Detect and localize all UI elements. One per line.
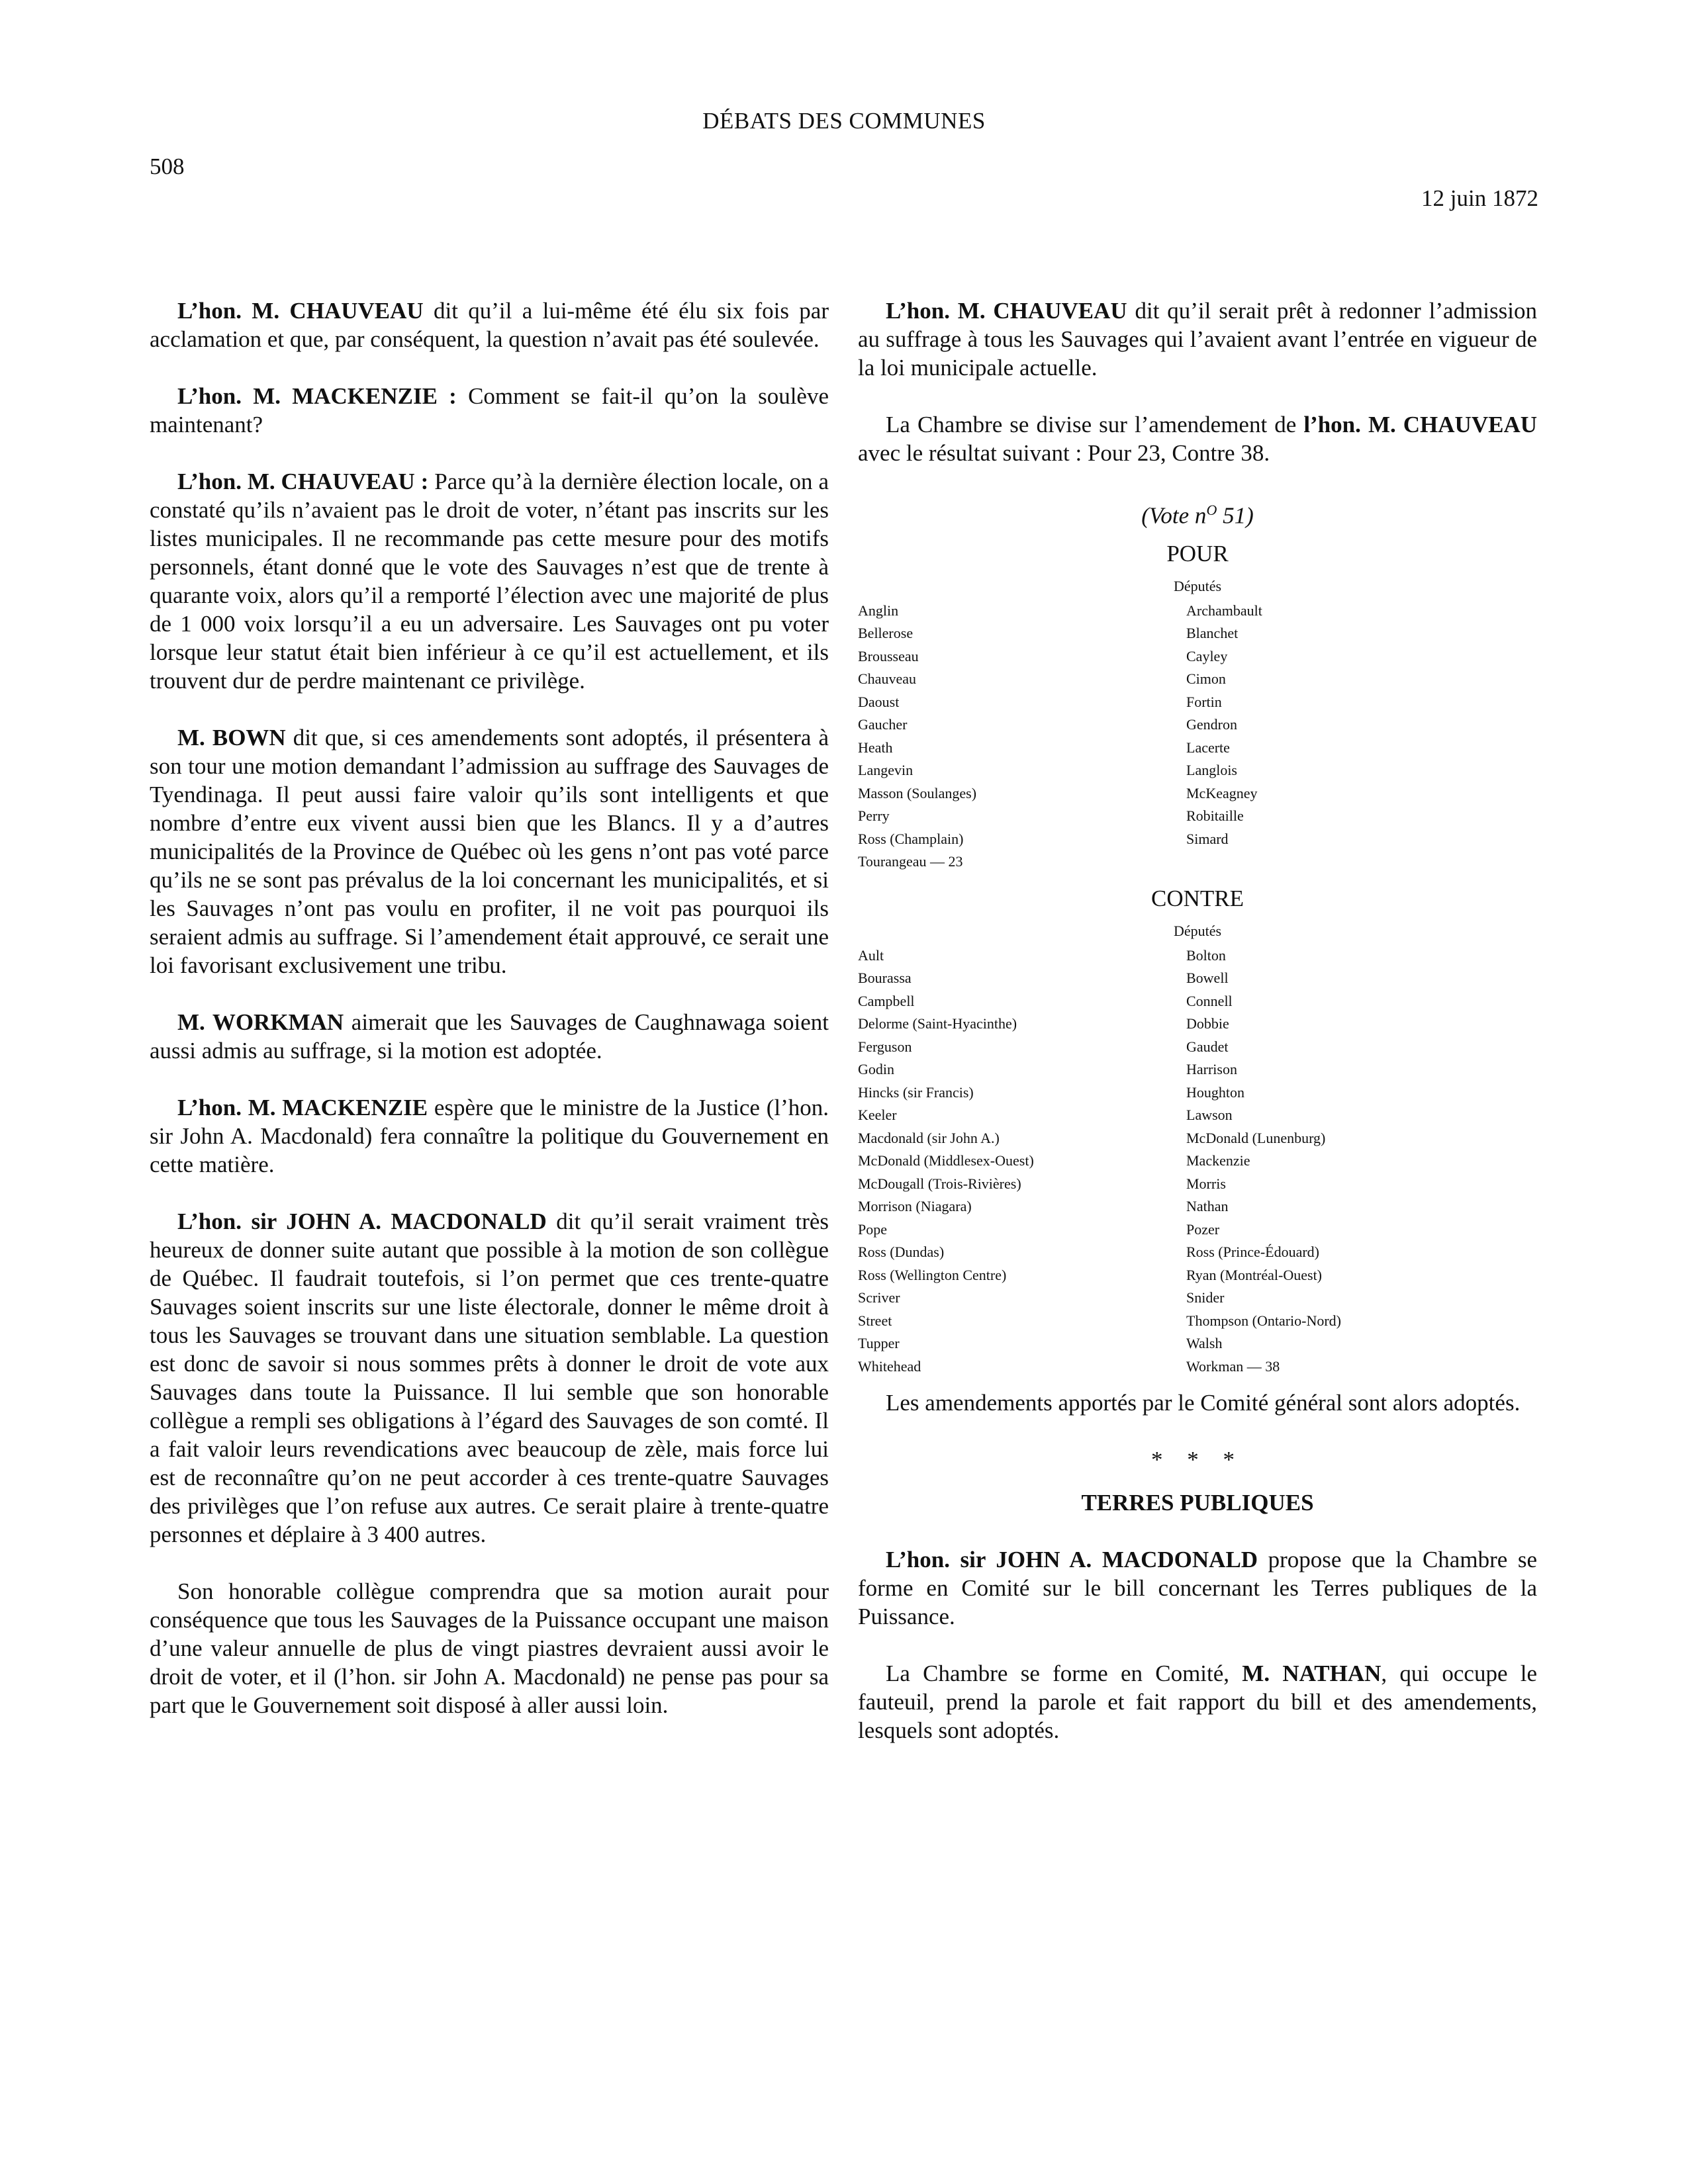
speaker-name: M. NATHAN <box>1242 1661 1382 1687</box>
member-name: McDougall (Trois-Rivières) <box>858 1175 1021 1192</box>
contre-heading: CONTRE <box>1151 885 1244 911</box>
member-name: Godin <box>858 1061 894 1078</box>
member-name: Heath <box>858 739 893 756</box>
page-number: 508 <box>150 154 185 179</box>
contre-names-list <box>858 944 1537 1379</box>
member-name: Scriver <box>858 1289 900 1306</box>
paragraph-text: propose que la Chambre se forme en Comité sur le bill concernant les Terres publiques de la Puissance. <box>858 1547 1537 1630</box>
paragraph-text: dit qu’il serait vraiment très heureux de donner suite autant que possible à la motion de son collègue de Québec. Il faudrait toutefois, si l’on permet que ces trente-quatre Sauvages soient inscrits sur une liste électorale, donner le même droit à tous les Sauvages se trouvant dans une situation semblable. La question est donc de savoir si nous sommes prêts à donner le droit de vote aux Sauvages dans toute la Puissance. Il lui semble que son honorable collègue a rempli ses obligations à l’égard des Sauvages de son comté. Il a fait valoir leurs revendications avec beaucoup de zèle, mais force lui est de reconnaître qu’on ne peut accorder à ces trente-quatre Sauvages des privilèges que l’on refuse aux autres. Ce serait plaire à trente-quatre personnes et déplaire à 3 400 autres. <box>150 1208 829 1547</box>
member-name: Langlois <box>1186 762 1237 779</box>
paragraph <box>858 1659 1537 1745</box>
paragraph <box>150 1207 829 1549</box>
page-date: 12 juin 1872 <box>1421 185 1538 211</box>
paragraph-text: espère que le ministre de la Justice (l’hon. sir John A. Macdonald) fera connaître la politique du Gouvernement en cette matière. <box>150 1095 829 1177</box>
member-name: Bourassa <box>858 970 912 987</box>
paragraph <box>858 1545 1537 1631</box>
speaker-name: L’hon. M. CHAUVEAU <box>886 298 1127 324</box>
paragraph <box>150 467 829 695</box>
member-name: Pozer <box>1186 1220 1220 1238</box>
member-name: Connell <box>1186 992 1233 1009</box>
member-name: Simard <box>1186 830 1229 847</box>
left-column <box>150 296 829 1748</box>
member-name: Bellerose <box>858 625 914 642</box>
paragraph-text: La Chambre se divise sur l’amendement de <box>886 412 1304 437</box>
member-name: Macdonald (sir John A.) <box>858 1129 1000 1146</box>
member-name: Keeler <box>858 1107 897 1124</box>
section-separator: * * * <box>1151 1447 1244 1473</box>
member-name: Gaucher <box>858 716 908 733</box>
member-name: Daoust <box>858 693 900 710</box>
paragraph-text: Son honorable collègue comprendra que sa motion aurait pour conséquence que tous les Sauvages de la Puissance occupant une maison d’une valeur annuelle de plus de vingt piastres devraient aussi avoir le droit de voter, et il (l’hon. sir John A. Macdonald) ne pense pas pour sa part que le Gouvernement soit disposé à aller aussi loin. <box>150 1578 829 1718</box>
member-name: Ross (Prince-Édouard) <box>1186 1244 1320 1261</box>
member-name: Ross (Dundas) <box>858 1244 945 1261</box>
member-name: Chauveau <box>858 670 916 688</box>
speaker-name: l’hon. M. CHAUVEAU <box>1303 412 1537 437</box>
member-name: Dobbie <box>1186 1015 1229 1032</box>
paragraph <box>150 1093 829 1179</box>
paragraph-text: La Chambre se forme en Comité, <box>886 1661 1243 1687</box>
member-name: Campbell <box>858 992 915 1009</box>
speaker-name: M. WORKMAN <box>177 1009 344 1035</box>
member-name: Hincks (sir Francis) <box>858 1083 974 1101</box>
speaker-name: L’hon. M. CHAUVEAU : <box>177 469 429 494</box>
member-name: Houghton <box>1186 1083 1244 1101</box>
member-name: Ross (Champlain) <box>858 830 964 847</box>
paragraph-text: dit que, si ces amendements sont adoptés, il présentera à son tour une motion demandant l’admission au suffrage des Sauvages de Tyendinaga. Il peut aussi faire valoir qu’ils sont intelligents et que nombre d’entre eux vivent aussi bien que les Blancs. Il y a d’autres municipalités de la Province de Québec où les gens n’ont pas voté parce qu’ils ne se sont pas prévalus de la loi concernant les municipalités, et si les Sauvages n’ont pas voulu en profiter, il ne voit pas pourquoi ils seraient admis au suffrage. Si l’amendement était approuvé, ce serait une loi favorisant exclusivement une tribu. <box>150 725 829 978</box>
member-name: Bolton <box>1186 946 1226 964</box>
member-name: Tupper <box>858 1335 900 1352</box>
speaker-name: L’hon. sir JOHN A. MACDONALD <box>177 1208 547 1234</box>
paragraph-text: dit qu’il a lui-même été élu six fois par acclamation et que, par conséquent, la question n’avait pas été soulevée. <box>150 298 829 352</box>
member-name: Cimon <box>1186 670 1226 688</box>
member-name: Perry <box>858 807 890 825</box>
paragraph <box>150 296 829 353</box>
paragraph-text: Les amendements apportés par le Comité général sont alors adoptés. <box>886 1390 1521 1416</box>
member-name: Bowell <box>1186 970 1229 987</box>
paragraph-text: Parce qu’à la dernière élection locale, on a constaté qu’ils n’avaient pas le droit de voter, n’étant pas inscrits sur les listes municipales. Il ne recommande pas cette mesure pour des motifs personnels, étant donné que le vote des Sauvages n’est que de trente à quarante voix, alors qu’il a remporté l’élection avec une majorité de plus de 1 000 voix lorsqu’il a eu un adversaire. Les Sauvages ont pu voter lorsque leur statut était bien inférieur à ce qu’il est actuellement, et ils trouvent dur de perdre maintenant ce privilège. <box>150 469 829 694</box>
member-name: Morris <box>1186 1175 1226 1192</box>
member-name: Thompson (Ontario-Nord) <box>1186 1312 1342 1329</box>
speaker-name: L’hon. M. MACKENZIE <box>177 1095 428 1120</box>
pour-names-list <box>858 600 1537 874</box>
member-name: Mackenzie <box>1186 1152 1250 1169</box>
section-title: TERRES PUBLIQUES <box>1081 1490 1314 1516</box>
pour-deputes-label: Députés <box>1173 577 1222 594</box>
member-name: Gendron <box>1186 716 1237 733</box>
member-name: Harrison <box>1186 1061 1237 1078</box>
paragraph <box>150 382 829 439</box>
member-name: McDonald (Middlesex-Ouest) <box>858 1152 1034 1169</box>
member-name: Langevin <box>858 762 914 779</box>
member-name: Masson (Soulanges) <box>858 784 977 801</box>
member-name: Delorme (Saint-Hyacinthe) <box>858 1015 1017 1032</box>
member-name: Tourangeau — 23 <box>858 853 963 870</box>
member-name: Cayley <box>1186 647 1228 664</box>
paragraph <box>858 296 1537 382</box>
speaker-name: L’hon. M. MACKENZIE : <box>177 383 457 409</box>
member-name: Street <box>858 1312 892 1329</box>
member-name: Nathan <box>1186 1198 1229 1215</box>
member-name: Morrison (Niagara) <box>858 1198 972 1215</box>
paragraph <box>858 1388 1537 1417</box>
paragraph-text: , qui occupe le fauteuil, prend la parole et fait rapport du bill et des amendements, lesquels sont adoptés. <box>858 1661 1537 1744</box>
pour-heading: POUR <box>1166 540 1229 567</box>
member-name: Workman — 38 <box>1186 1357 1280 1375</box>
member-name <box>1186 850 1515 874</box>
vote-number: (Vote $n^O$ 51) <box>1141 502 1254 529</box>
paragraph <box>150 723 829 979</box>
member-name: Ault <box>858 946 884 964</box>
member-name: Ross (Wellington Centre) <box>858 1266 1007 1283</box>
speaker-name: M. BOWN <box>177 725 286 751</box>
paragraph-text: Comment se fait-il qu’on la soulève maintenant? <box>150 383 829 437</box>
paragraph-text: aimerait que les Sauvages de Caughnawaga soient aussi admis au suffrage, si la motion est adoptée. <box>150 1009 829 1064</box>
contre-deputes-label: Députés <box>1173 922 1222 939</box>
member-name: Brousseau <box>858 647 919 664</box>
member-name: Gaudet <box>1186 1038 1229 1055</box>
right-column <box>858 296 1537 1773</box>
paragraph <box>150 1008 829 1065</box>
paragraph-text: avec le résultat suivant : Pour 23, Contre 38. <box>858 440 1270 466</box>
member-name: Lacerte <box>1186 739 1230 756</box>
member-name: Pope <box>858 1220 887 1238</box>
member-name: Ryan (Montréal-Ouest) <box>1186 1266 1323 1283</box>
paragraph-text: dit qu’il serait prêt à redonner l’admission au suffrage à tous les Sauvages qui l’avaient avant l’entrée en vigueur de la loi municipale actuelle. <box>858 298 1537 381</box>
member-name: Whitehead <box>858 1357 921 1375</box>
member-name: Lawson <box>1186 1107 1233 1124</box>
member-name: Robitaille <box>1186 807 1244 825</box>
page-header-title: DÉBATS DES COMMUNES <box>702 108 986 134</box>
member-name: Archambault <box>1186 602 1262 619</box>
paragraph <box>858 410 1537 467</box>
member-name: Fortin <box>1186 693 1222 710</box>
speaker-name: L’hon. sir JOHN A. MACDONALD <box>886 1547 1258 1573</box>
member-name: McDonald (Lunenburg) <box>1186 1129 1326 1146</box>
member-name: Walsh <box>1186 1335 1223 1352</box>
speaker-name: L’hon. M. CHAUVEAU <box>177 298 424 324</box>
member-name: Ferguson <box>858 1038 912 1055</box>
member-name: Blanchet <box>1186 625 1239 642</box>
paragraph <box>150 1577 829 1719</box>
member-name: Snider <box>1186 1289 1225 1306</box>
member-name: Anglin <box>858 602 899 619</box>
member-name: McKeagney <box>1186 784 1258 801</box>
